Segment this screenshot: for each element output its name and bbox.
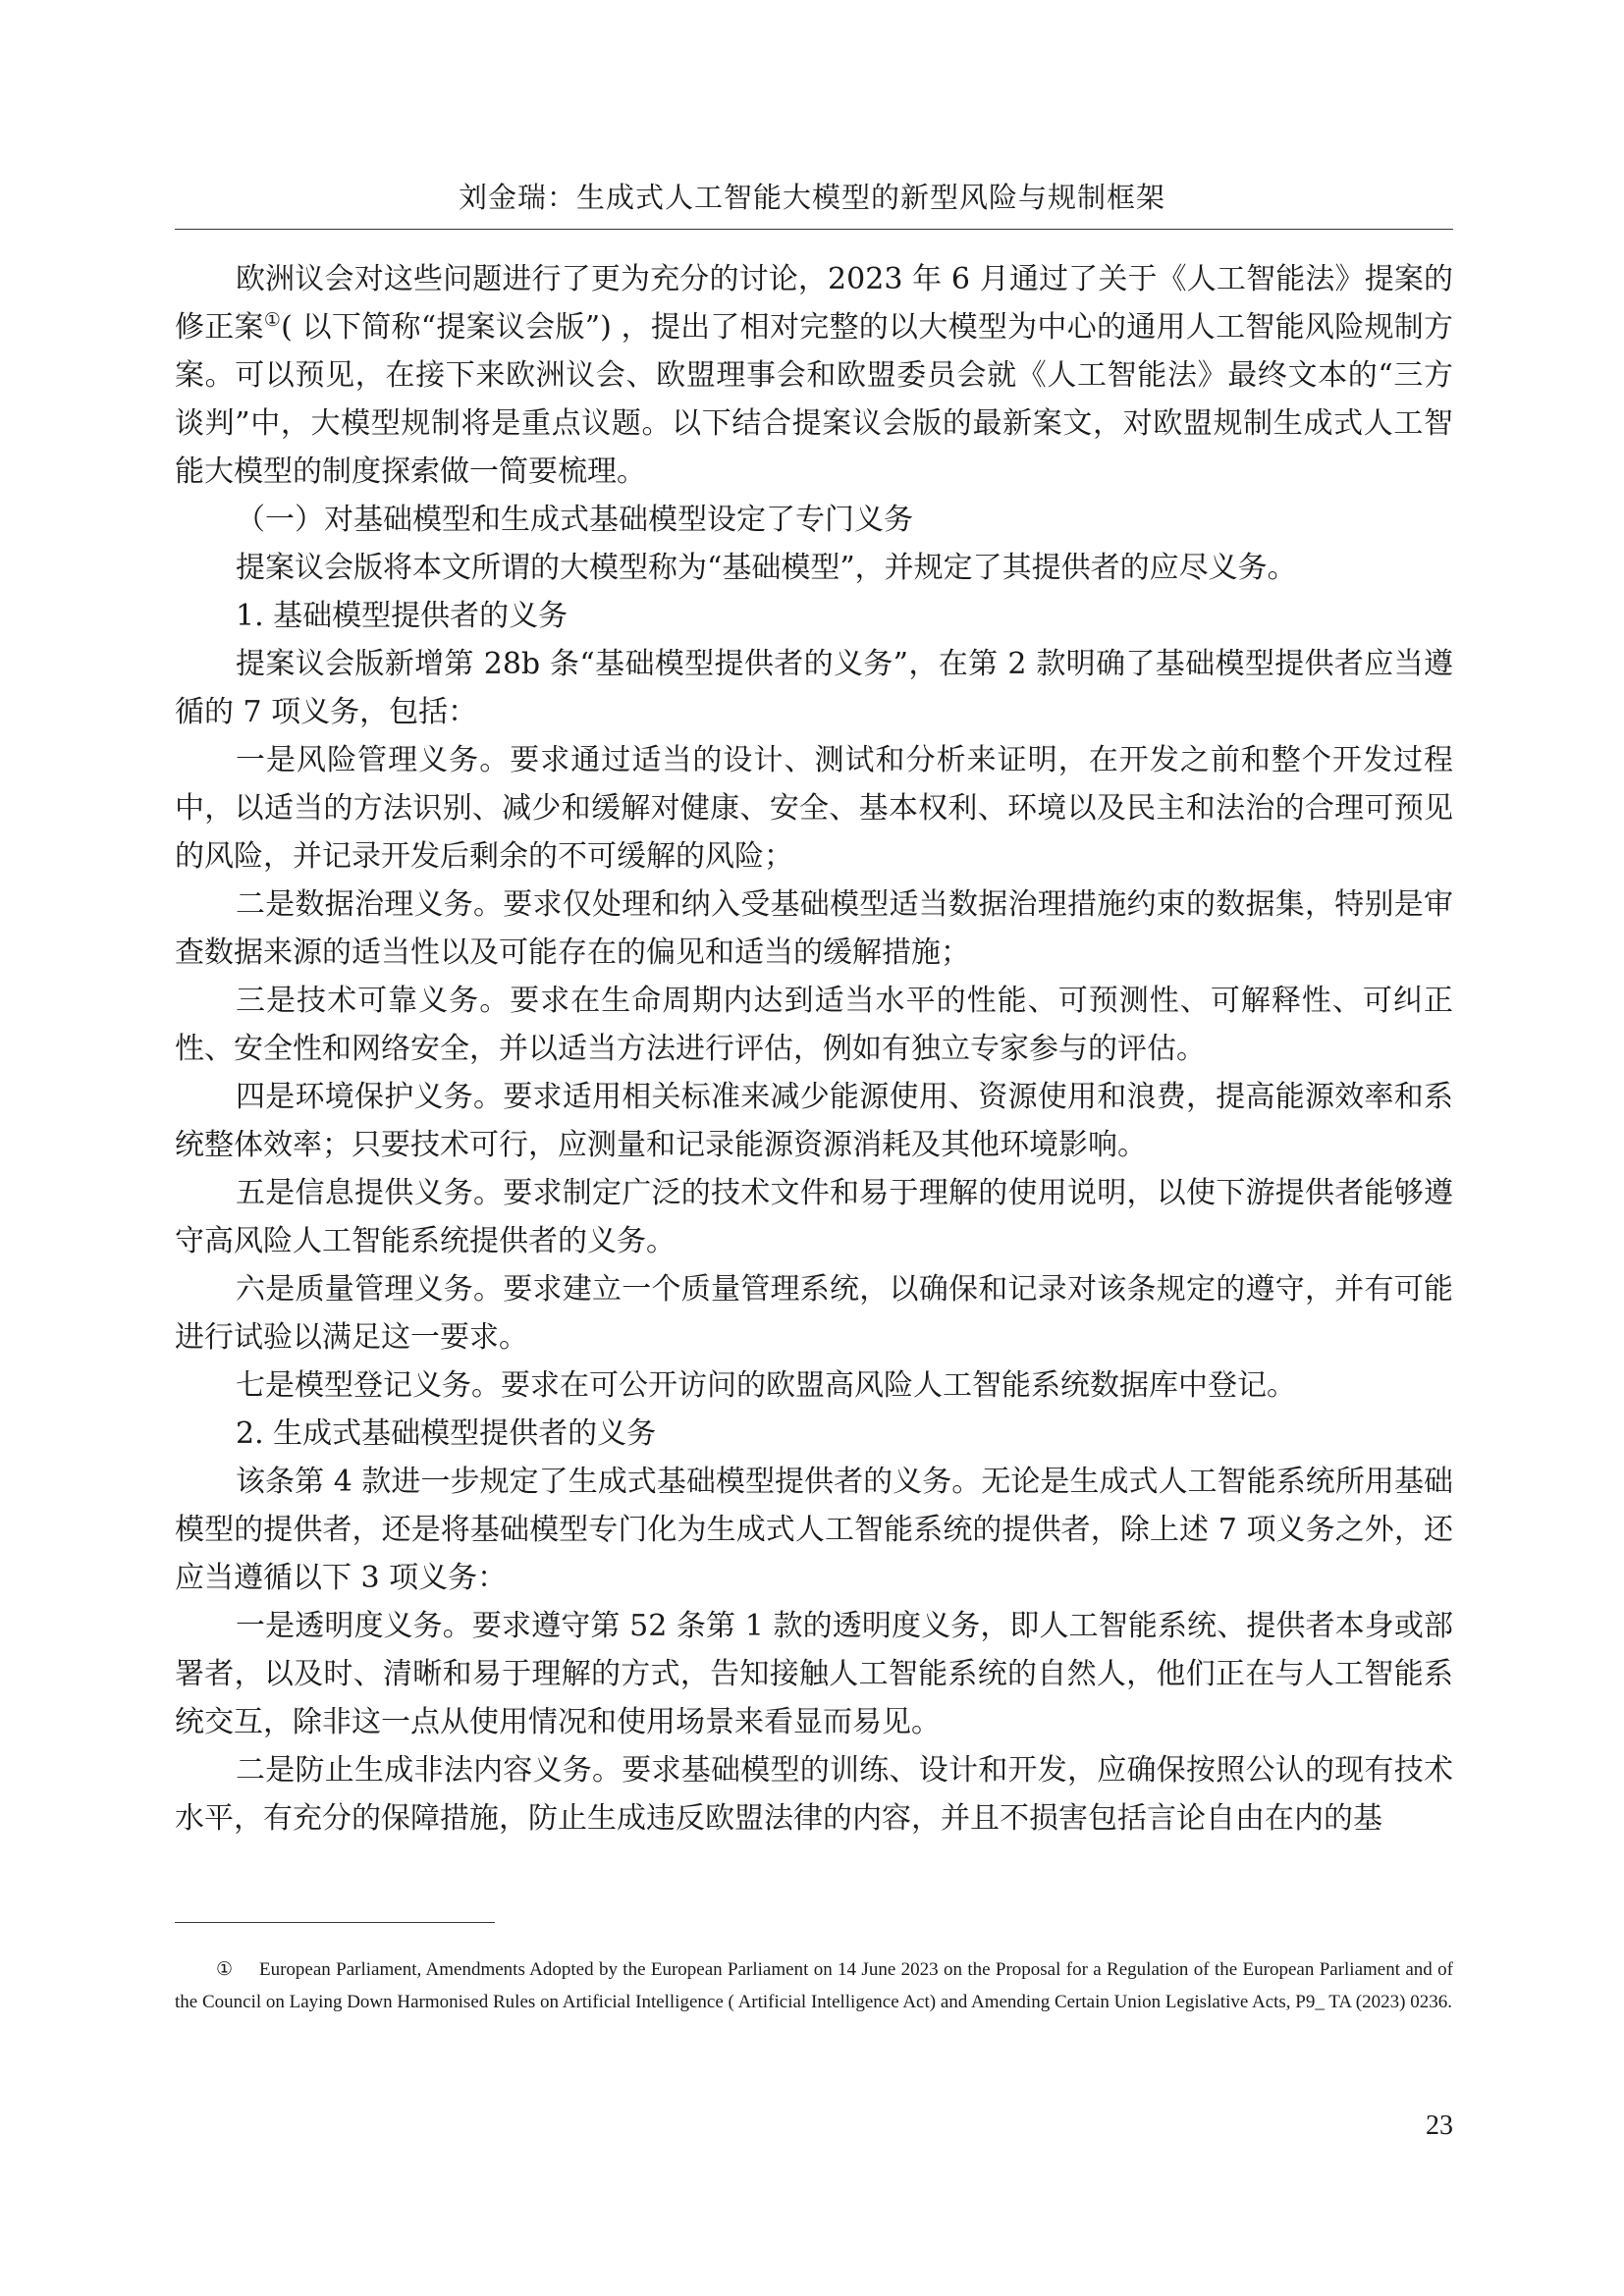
section-heading: （一）对基础模型和生成式基础模型设定了专门义务 <box>236 503 913 537</box>
paragraph-text-continued: ( 以下简称“提案议会版”) ，提出了相对完整的以大模型为中心的通用人工智能风险规制方案。可以预见，在接下来欧洲议会、欧盟理事会和欧盟委员会就《人工智能法》最终文本的“三方谈判”中，大模型规制将是重点议题。以下结合提案议会版的最新案文，对欧盟规制生成式人工智能大模型的制度探索做一简要梳理。 <box>175 310 1453 489</box>
paragraph: 二是防止生成非法内容义务。要求基础模型的训练、设计和开发，应确保按照公认的现有技术水平，有充分的保障措施，防止生成违反欧盟法律的内容，并且不损害包括言论自由在内的基 <box>175 1753 1453 1836</box>
paragraph-text: 欧洲议会对这些问题进行了更为充分的讨论，2023 年 6 月通过了关于《人工智能法》提案的修正案 <box>175 262 1453 345</box>
paragraph: 七是模型登记义务。要求在可公开访问的欧盟高风险人工智能系统数据库中登记。 <box>236 1368 1296 1403</box>
footnote-reference[interactable]: ① <box>263 309 282 331</box>
page-number: 23 <box>1426 2110 1453 2141</box>
footnote-text: European Parliament, Amendments Adopted by the European Parliament on 14 June 2023 on the Proposal for a Regulation of the European Parliament and of the Council on Laying Down Harmonised Rules on Artificial Intelligence ( Artificial Intelligence Act) and Amending Certain Union Legislative Acts, P9_ TA (2023) 0236. <box>175 1959 1453 2012</box>
paragraph: 五是信息提供义务。要求制定广泛的技术文件和易于理解的使用说明，以使下游提供者能够遵守高风险人工智能系统提供者的义务。 <box>175 1176 1453 1258</box>
footnote <box>175 1953 1453 2018</box>
body-text <box>175 255 1453 1842</box>
footnote-marker: ① <box>216 1959 234 1980</box>
paragraph: 六是质量管理义务。要求建立一个质量管理系统，以确保和记录对该条规定的遵守，并有可能进行试验以满足这一要求。 <box>175 1272 1453 1355</box>
paragraph: 提案议会版新增第 28b 条“基础模型提供者的义务”，在第 2 款明确了基础模型提供者应当遵循的 7 项义务，包括： <box>175 647 1453 729</box>
subsection-heading: 1. 基础模型提供者的义务 <box>236 599 568 633</box>
paragraph: 二是数据治理义务。要求仅处理和纳入受基础模型适当数据治理措施约束的数据集，特别是审查数据来源的适当性以及可能存在的偏见和适当的缓解措施； <box>175 887 1453 970</box>
paragraph: 四是环境保护义务。要求适用相关标准来减少能源使用、资源使用和浪费，提高能源效率和系统整体效率；只要技术可行，应测量和记录能源资源消耗及其他环境影响。 <box>175 1080 1453 1162</box>
header-rule <box>175 229 1453 230</box>
paragraph: 该条第 4 款进一步规定了生成式基础模型提供者的义务。无论是生成式人工智能系统所用基础模型的提供者，还是将基础模型专门化为生成式人工智能系统的提供者，除上述 7 项义务之外，还应当遵循以下 3 项义务： <box>175 1465 1453 1595</box>
paragraph: 三是技术可靠义务。要求在生命周期内达到适当水平的性能、可预测性、可解释性、可纠正性、安全性和网络安全，并以适当方法进行评估，例如有独立专家参与的评估。 <box>175 984 1453 1066</box>
running-head: 刘金瑞：生成式人工智能大模型的新型风险与规制框架 <box>458 181 1165 214</box>
paragraph <box>175 255 1453 496</box>
subsection-heading: 2. 生成式基础模型提供者的义务 <box>236 1416 657 1451</box>
paragraph: 一是透明度义务。要求遵守第 52 条第 1 款的透明度义务，即人工智能系统、提供者本身或部署者，以及时、清晰和易于理解的方式，告知接触人工智能系统的自然人，他们正在与人工智能系统交互，除非这一点从使用情况和使用场景来看显而易见。 <box>175 1609 1453 1739</box>
paragraph: 提案议会版将本文所谓的大模型称为“基础模型”，并规定了其提供者的应尽义务。 <box>236 551 1297 585</box>
paragraph: 一是风险管理义务。要求通过适当的设计、测试和分析来证明，在开发之前和整个开发过程中，以适当的方法识别、减少和缓解对健康、安全、基本权利、环境以及民主和法治的合理可预见的风险，并记录开发后剩余的不可缓解的风险； <box>175 743 1453 874</box>
footnote-rule <box>175 1922 495 1923</box>
